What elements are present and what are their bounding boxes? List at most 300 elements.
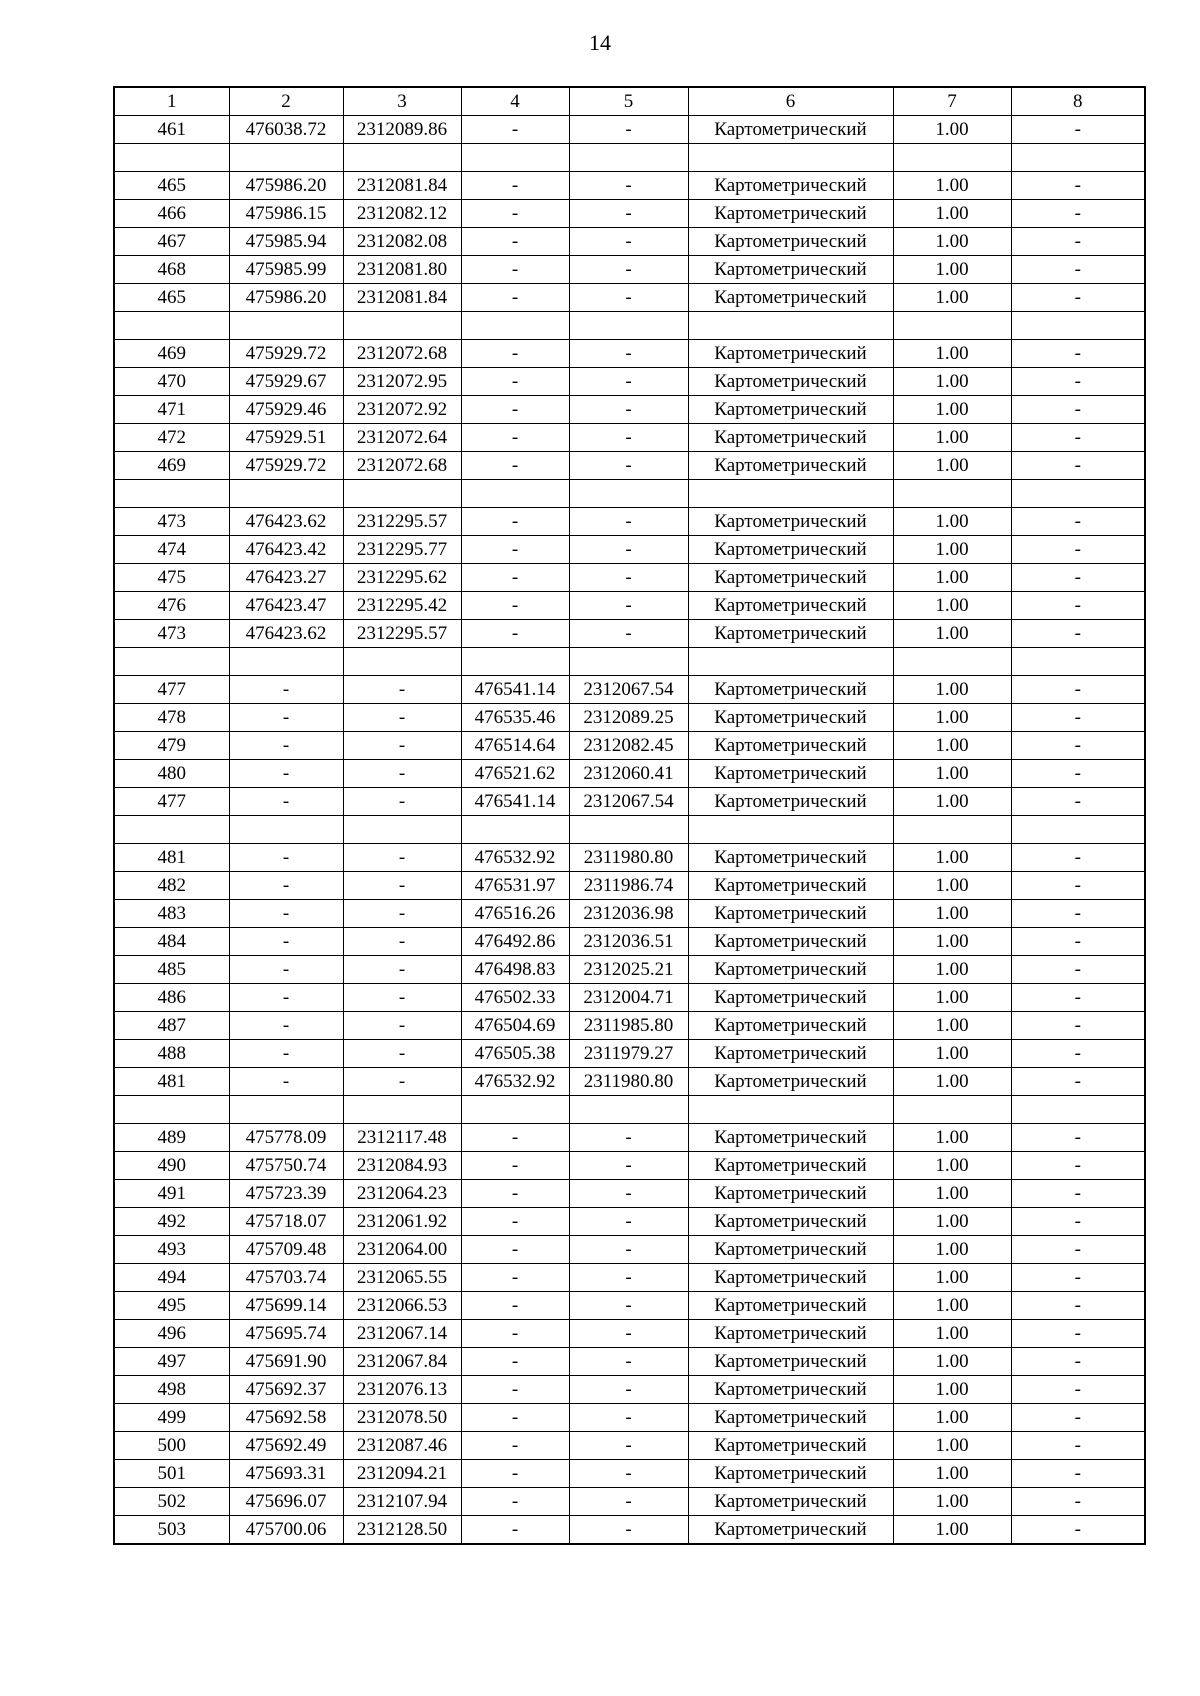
table-cell: 1.00 — [893, 536, 1011, 564]
table-cell: 2312081.84 — [343, 284, 461, 312]
table-cell: 2312089.25 — [569, 704, 688, 732]
table-cell: - — [1011, 1264, 1145, 1292]
table-cell: - — [1011, 872, 1145, 900]
table-cell: Картометрический — [688, 564, 893, 592]
table-cell: - — [461, 1152, 569, 1180]
table-cell: 1.00 — [893, 788, 1011, 816]
table-cell: 1.00 — [893, 452, 1011, 480]
table-row — [114, 200, 1145, 228]
table-cell: 488 — [114, 1040, 229, 1068]
table-cell: - — [229, 872, 343, 900]
table-cell — [114, 1096, 229, 1124]
table-cell: Картометрический — [688, 1152, 893, 1180]
table-cell: - — [569, 256, 688, 284]
table-cell: - — [569, 1320, 688, 1348]
table-cell: Картометрический — [688, 872, 893, 900]
table-cell: 496 — [114, 1320, 229, 1348]
table-cell: Картометрический — [688, 956, 893, 984]
table-cell: 2312082.12 — [343, 200, 461, 228]
table-row — [114, 788, 1145, 816]
table-cell: 1.00 — [893, 1040, 1011, 1068]
table-cell: - — [229, 844, 343, 872]
table-cell: - — [569, 452, 688, 480]
table-cell: - — [461, 256, 569, 284]
table-cell: 2312036.51 — [569, 928, 688, 956]
table-cell: 475929.72 — [229, 340, 343, 368]
table-row — [114, 872, 1145, 900]
table-cell: 500 — [114, 1432, 229, 1460]
table-cell: 475703.74 — [229, 1264, 343, 1292]
table-cell: Картометрический — [688, 844, 893, 872]
table-cell: 475693.31 — [229, 1460, 343, 1488]
table-cell: 466 — [114, 200, 229, 228]
table-cell: Картометрический — [688, 1208, 893, 1236]
table-cell: 1.00 — [893, 704, 1011, 732]
table-cell: 475 — [114, 564, 229, 592]
table-cell: Картометрический — [688, 760, 893, 788]
table-cell: - — [1011, 256, 1145, 284]
table-cell: - — [461, 1236, 569, 1264]
table-cell: - — [461, 1516, 569, 1545]
table-cell: - — [569, 1488, 688, 1516]
table-cell: - — [461, 1264, 569, 1292]
table-row — [114, 396, 1145, 424]
column-header-8: 8 — [1011, 87, 1145, 116]
table-cell — [569, 312, 688, 340]
table-cell: Картометрический — [688, 676, 893, 704]
coordinates-table — [113, 86, 1146, 1545]
table-cell: Картометрический — [688, 368, 893, 396]
table-cell: 2312094.21 — [343, 1460, 461, 1488]
table-cell: 469 — [114, 340, 229, 368]
table-cell: 476532.92 — [461, 1068, 569, 1096]
table-cell: 476541.14 — [461, 788, 569, 816]
table-row — [114, 1432, 1145, 1460]
table-cell — [1011, 1096, 1145, 1124]
table-row — [114, 1124, 1145, 1152]
table-cell: 473 — [114, 508, 229, 536]
table-cell: 2312064.00 — [343, 1236, 461, 1264]
table-cell: 483 — [114, 900, 229, 928]
table-row — [114, 564, 1145, 592]
table-cell: Картометрический — [688, 256, 893, 284]
table-cell: Картометрический — [688, 1320, 893, 1348]
table-cell: 2312064.23 — [343, 1180, 461, 1208]
table-cell: Картометрический — [688, 1404, 893, 1432]
table-cell: - — [1011, 1040, 1145, 1068]
table-cell: - — [461, 508, 569, 536]
table-cell: 2312081.80 — [343, 256, 461, 284]
table-cell: 471 — [114, 396, 229, 424]
table-cell: 2312072.68 — [343, 340, 461, 368]
table-cell: Картометрический — [688, 1124, 893, 1152]
table-cell: Картометрический — [688, 228, 893, 256]
table-cell: 1.00 — [893, 396, 1011, 424]
table-cell: - — [569, 424, 688, 452]
table-cell — [688, 312, 893, 340]
table-cell: - — [461, 1404, 569, 1432]
table-cell: - — [1011, 844, 1145, 872]
table-cell: 476498.83 — [461, 956, 569, 984]
table-row — [114, 172, 1145, 200]
table-cell: 1.00 — [893, 508, 1011, 536]
page-number: 14 — [589, 30, 611, 55]
table-cell: 476532.92 — [461, 844, 569, 872]
table-cell: - — [343, 676, 461, 704]
table-cell — [1011, 144, 1145, 172]
table-cell: - — [461, 1180, 569, 1208]
table-cell: 475699.14 — [229, 1292, 343, 1320]
table-cell: Картометрический — [688, 200, 893, 228]
table-cell: - — [569, 368, 688, 396]
separator-row — [114, 1096, 1145, 1124]
table-cell: - — [229, 1012, 343, 1040]
table-cell: - — [1011, 200, 1145, 228]
table-cell: 476423.27 — [229, 564, 343, 592]
table-cell: 2312066.53 — [343, 1292, 461, 1320]
table-cell: 2311980.80 — [569, 1068, 688, 1096]
table-cell: 2312082.45 — [569, 732, 688, 760]
table-cell: - — [569, 1516, 688, 1545]
table-cell: 1.00 — [893, 1152, 1011, 1180]
table-cell: 476504.69 — [461, 1012, 569, 1040]
table-cell: 476423.62 — [229, 508, 343, 536]
table-cell: 503 — [114, 1516, 229, 1545]
table-cell — [461, 1096, 569, 1124]
table-cell: Картометрический — [688, 1348, 893, 1376]
table-cell: 2312117.48 — [343, 1124, 461, 1152]
table-cell: Картометрический — [688, 1292, 893, 1320]
table-cell: - — [569, 116, 688, 144]
table-cell: 476531.97 — [461, 872, 569, 900]
table-cell: - — [343, 872, 461, 900]
table-cell: Картометрический — [688, 424, 893, 452]
table-cell: 472 — [114, 424, 229, 452]
table-cell: - — [229, 956, 343, 984]
table-cell: 1.00 — [893, 1180, 1011, 1208]
table-cell: 2312076.13 — [343, 1376, 461, 1404]
table-cell: 492 — [114, 1208, 229, 1236]
table-row — [114, 452, 1145, 480]
table-cell: 475700.06 — [229, 1516, 343, 1545]
table-row — [114, 368, 1145, 396]
table-cell: 1.00 — [893, 256, 1011, 284]
table-row — [114, 984, 1145, 1012]
table-cell: - — [569, 1264, 688, 1292]
table-cell: - — [1011, 452, 1145, 480]
table-cell: Картометрический — [688, 1460, 893, 1488]
table-cell: - — [343, 984, 461, 1012]
table-cell: 479 — [114, 732, 229, 760]
table-cell — [114, 648, 229, 676]
table-cell: 1.00 — [893, 340, 1011, 368]
table-cell: 2311986.74 — [569, 872, 688, 900]
table-cell — [461, 480, 569, 508]
table-cell: - — [569, 1208, 688, 1236]
table-row — [114, 732, 1145, 760]
column-header-4: 4 — [461, 87, 569, 116]
table-cell: 2312078.50 — [343, 1404, 461, 1432]
table-cell: 475696.07 — [229, 1488, 343, 1516]
table-cell: Картометрический — [688, 928, 893, 956]
table-row — [114, 844, 1145, 872]
table-cell: 2312072.95 — [343, 368, 461, 396]
table-cell: 499 — [114, 1404, 229, 1432]
table-row — [114, 284, 1145, 312]
table-cell — [569, 144, 688, 172]
table-cell: 1.00 — [893, 1488, 1011, 1516]
table-cell: 476521.62 — [461, 760, 569, 788]
table-cell — [893, 648, 1011, 676]
table-cell: 475929.72 — [229, 452, 343, 480]
separator-row — [114, 648, 1145, 676]
table-cell: 2312060.41 — [569, 760, 688, 788]
table-cell — [461, 648, 569, 676]
table-cell: 2312067.14 — [343, 1320, 461, 1348]
table-cell: 1.00 — [893, 1460, 1011, 1488]
table-cell: - — [569, 1236, 688, 1264]
table-row — [114, 340, 1145, 368]
table-cell: 475986.20 — [229, 284, 343, 312]
table-cell: 1.00 — [893, 1432, 1011, 1460]
table-cell: - — [569, 1180, 688, 1208]
table-cell — [229, 816, 343, 844]
table-cell: 468 — [114, 256, 229, 284]
table-cell: 489 — [114, 1124, 229, 1152]
table-cell: - — [1011, 564, 1145, 592]
table-cell: 476038.72 — [229, 116, 343, 144]
table-cell: - — [461, 1488, 569, 1516]
column-header-3: 3 — [343, 87, 461, 116]
table-row — [114, 1012, 1145, 1040]
table-body — [114, 116, 1145, 1545]
table-cell: Картометрический — [688, 284, 893, 312]
table-cell — [114, 312, 229, 340]
table-cell: 476 — [114, 592, 229, 620]
table-row — [114, 900, 1145, 928]
table-row — [114, 228, 1145, 256]
table-cell: - — [1011, 172, 1145, 200]
table-cell: Картометрический — [688, 620, 893, 648]
table-cell: - — [461, 200, 569, 228]
table-header-row — [114, 87, 1145, 116]
table-cell: 1.00 — [893, 284, 1011, 312]
table-cell: - — [343, 1068, 461, 1096]
table-cell: - — [1011, 340, 1145, 368]
table-cell: 2312065.55 — [343, 1264, 461, 1292]
table-cell: 2312128.50 — [343, 1516, 461, 1545]
table-cell: 1.00 — [893, 956, 1011, 984]
table-cell: - — [229, 732, 343, 760]
table-cell: 1.00 — [893, 928, 1011, 956]
table-cell: 478 — [114, 704, 229, 732]
table-cell: Картометрический — [688, 536, 893, 564]
table-cell: 475691.90 — [229, 1348, 343, 1376]
table-row — [114, 1488, 1145, 1516]
table-cell: 474 — [114, 536, 229, 564]
table-cell: 494 — [114, 1264, 229, 1292]
table-cell: 497 — [114, 1348, 229, 1376]
table-cell: - — [569, 1376, 688, 1404]
table-row — [114, 1236, 1145, 1264]
table-cell: - — [1011, 508, 1145, 536]
table-row — [114, 424, 1145, 452]
table-cell: - — [1011, 1012, 1145, 1040]
table-cell: 2312072.64 — [343, 424, 461, 452]
column-header-6: 6 — [688, 87, 893, 116]
table-cell: - — [1011, 1152, 1145, 1180]
table-cell: - — [461, 368, 569, 396]
table-cell: 1.00 — [893, 1348, 1011, 1376]
table-cell: 476423.42 — [229, 536, 343, 564]
table-cell: 2312067.54 — [569, 676, 688, 704]
table-cell: - — [229, 900, 343, 928]
table-row — [114, 620, 1145, 648]
table-cell: 476516.26 — [461, 900, 569, 928]
table-cell — [229, 312, 343, 340]
table-cell: 1.00 — [893, 172, 1011, 200]
table-cell: 2312295.57 — [343, 620, 461, 648]
table-cell: 465 — [114, 284, 229, 312]
table-cell: Картометрический — [688, 1264, 893, 1292]
table-cell: 1.00 — [893, 1208, 1011, 1236]
table-cell: - — [461, 1376, 569, 1404]
table-cell: - — [343, 788, 461, 816]
table-cell: Картометрический — [688, 1432, 893, 1460]
table-cell: 475986.20 — [229, 172, 343, 200]
column-header-5: 5 — [569, 87, 688, 116]
table-cell: - — [229, 928, 343, 956]
table-row — [114, 116, 1145, 144]
table-cell: - — [569, 1292, 688, 1320]
table-cell: - — [1011, 1348, 1145, 1376]
table-cell: 2312067.84 — [343, 1348, 461, 1376]
table-cell: 476502.33 — [461, 984, 569, 1012]
table-cell: 2312089.86 — [343, 116, 461, 144]
table-row — [114, 760, 1145, 788]
table-cell: 2312295.77 — [343, 536, 461, 564]
table-cell — [229, 1096, 343, 1124]
table-cell — [114, 144, 229, 172]
table-cell — [893, 816, 1011, 844]
table-cell — [461, 312, 569, 340]
table-cell: - — [569, 1404, 688, 1432]
table-cell: - — [229, 984, 343, 1012]
table-cell: 475778.09 — [229, 1124, 343, 1152]
table-cell: - — [1011, 116, 1145, 144]
column-header-2: 2 — [229, 87, 343, 116]
table-cell: 465 — [114, 172, 229, 200]
table-cell: - — [1011, 424, 1145, 452]
table-cell: Картометрический — [688, 1012, 893, 1040]
table-cell: Картометрический — [688, 172, 893, 200]
table-cell: 486 — [114, 984, 229, 1012]
table-cell: 501 — [114, 1460, 229, 1488]
table-cell: 481 — [114, 844, 229, 872]
table-cell: - — [461, 620, 569, 648]
table-cell — [461, 144, 569, 172]
table-row — [114, 536, 1145, 564]
table-cell: - — [569, 396, 688, 424]
table-cell — [114, 480, 229, 508]
table-cell — [1011, 480, 1145, 508]
column-header-7: 7 — [893, 87, 1011, 116]
table-cell — [114, 816, 229, 844]
table-row — [114, 676, 1145, 704]
table-cell: 2311985.80 — [569, 1012, 688, 1040]
table-cell: 1.00 — [893, 1124, 1011, 1152]
table-cell: 2312295.57 — [343, 508, 461, 536]
table-cell: - — [1011, 788, 1145, 816]
table-cell: Картометрический — [688, 732, 893, 760]
table-cell: 475985.99 — [229, 256, 343, 284]
table-cell: 1.00 — [893, 368, 1011, 396]
table-cell: 2312061.92 — [343, 1208, 461, 1236]
table-cell: - — [1011, 704, 1145, 732]
table-cell: - — [1011, 1460, 1145, 1488]
table-row — [114, 1180, 1145, 1208]
table-cell: 475718.07 — [229, 1208, 343, 1236]
table-cell: 473 — [114, 620, 229, 648]
table-cell: 2312295.42 — [343, 592, 461, 620]
table-cell: 475929.46 — [229, 396, 343, 424]
table-cell: - — [461, 1320, 569, 1348]
table-cell — [688, 144, 893, 172]
table-cell — [569, 648, 688, 676]
table-cell: 477 — [114, 676, 229, 704]
table-cell: 502 — [114, 1488, 229, 1516]
table-cell: - — [1011, 592, 1145, 620]
table-cell: 1.00 — [893, 1068, 1011, 1096]
table-cell: 475929.67 — [229, 368, 343, 396]
table-cell: - — [461, 1432, 569, 1460]
table-cell: - — [343, 844, 461, 872]
table-cell — [343, 816, 461, 844]
table-row — [114, 1348, 1145, 1376]
table-cell: - — [1011, 732, 1145, 760]
table-cell: 475986.15 — [229, 200, 343, 228]
table-cell: - — [461, 116, 569, 144]
table-row — [114, 508, 1145, 536]
table-cell: Картометрический — [688, 788, 893, 816]
table-cell: 475692.37 — [229, 1376, 343, 1404]
table-cell: 1.00 — [893, 844, 1011, 872]
table-cell: - — [461, 1460, 569, 1488]
table-row — [114, 1516, 1145, 1545]
table-cell: - — [1011, 1068, 1145, 1096]
table-cell: - — [569, 228, 688, 256]
table-cell: Картометрический — [688, 1516, 893, 1545]
table-cell — [1011, 312, 1145, 340]
table-cell: - — [569, 284, 688, 312]
table-cell: Картометрический — [688, 508, 893, 536]
table-cell: - — [569, 592, 688, 620]
table-cell — [893, 1096, 1011, 1124]
table-cell — [688, 1096, 893, 1124]
table-cell: 484 — [114, 928, 229, 956]
table-cell: - — [343, 760, 461, 788]
table-cell: 487 — [114, 1012, 229, 1040]
table-cell: 1.00 — [893, 1012, 1011, 1040]
table-cell: Картометрический — [688, 1180, 893, 1208]
table-cell: 476535.46 — [461, 704, 569, 732]
table-cell: - — [461, 284, 569, 312]
table-cell: 475692.58 — [229, 1404, 343, 1432]
table-cell: - — [343, 704, 461, 732]
table-cell: 1.00 — [893, 200, 1011, 228]
table-cell — [229, 480, 343, 508]
table-cell — [569, 1096, 688, 1124]
